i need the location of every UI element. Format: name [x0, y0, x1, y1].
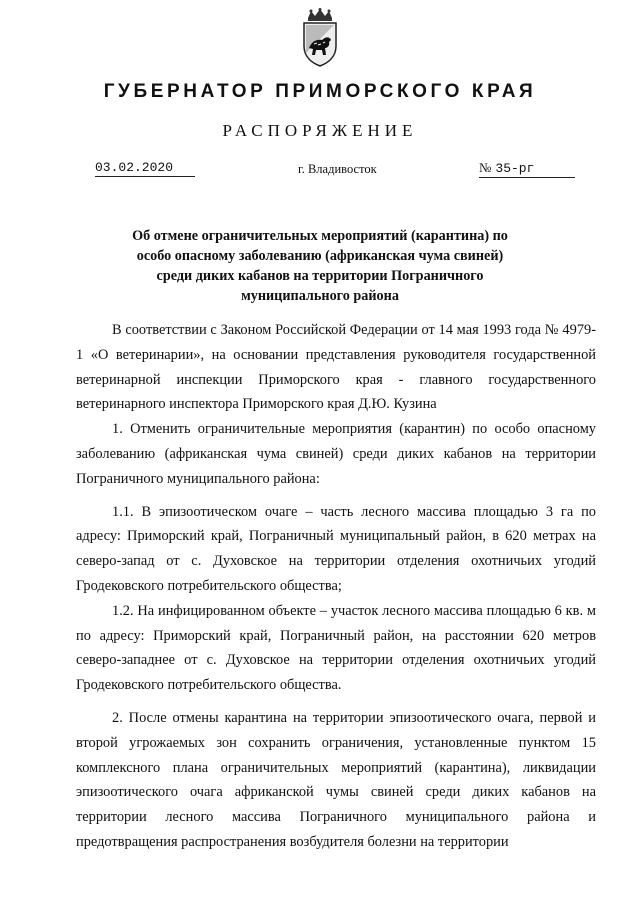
- clause-1-1: 1.1. В эпизоотическом очаге – часть лесного массива площадью 3 га по адресу: Приморский край, Пограничный муниципальный район, в 620 метрах на северо-запад от с. Духовское на территории отделения охотничьих угодий Гродековского потребительского общества;: [76, 503, 596, 594]
- clause-2: 2. После отмены карантина на территории эпизоотического очага, первой и второй угрожаемых зон сохранить ограничения, установленные пунктом 15 комплексного плана ограничительных мероприятий (карантина), ликвидации эпизоотического очага африканской чумы свиней среди диких кабанов на территории лесного массива Пограничного муниципального района и предотвращения распространения возбудителя болезни на территории: [76, 709, 596, 850]
- preamble-paragraph: В соответствии с Законом Российской Федерации от 14 мая 1993 года № 4979-1 «О ветеринарии», на основании представления руководителя государственной ветеринарной инспекции Приморского края - главного государственного ветеринарного инспектора Приморского края Д.Ю. Кузина: [76, 322, 596, 413]
- document-body: [76, 318, 596, 855]
- issuing-authority: ГУБЕРНАТОР ПРИМОРСКОГО КРАЯ: [103, 81, 537, 102]
- clause-1: 1. Отменить ограничительные мероприятия (карантин) по особо опасному заболеванию (африканская чума свиней) среди диких кабанов на территории Пограничного муниципального района:: [76, 421, 596, 487]
- number-value: 35-рг: [495, 161, 535, 176]
- document-date: 03.02.2020: [95, 160, 195, 177]
- coat-of-arms-icon: [300, 8, 340, 68]
- clause-1-2: 1.2. На инфицированном объекте – участок лесного массива площадью 6 кв. м по адресу: Приморский край, Пограничный район, на расстоянии 620 метров северо-западнее от с. Духовское на территории отделения охотничьих угодий Гродековского потребительского общества.: [76, 602, 596, 694]
- document-number: [479, 160, 575, 178]
- number-sign: №: [479, 160, 492, 175]
- document-city: г. Владивосток: [298, 162, 377, 176]
- document-title: Об отмене ограничительных мероприятий (карантина) по особо опасному заболеванию (африканская чума свиней) среди диких кабанов на территории Пограничного муниципального района: [132, 228, 508, 304]
- document-type: РАСПОРЯЖЕНИЕ: [222, 121, 418, 140]
